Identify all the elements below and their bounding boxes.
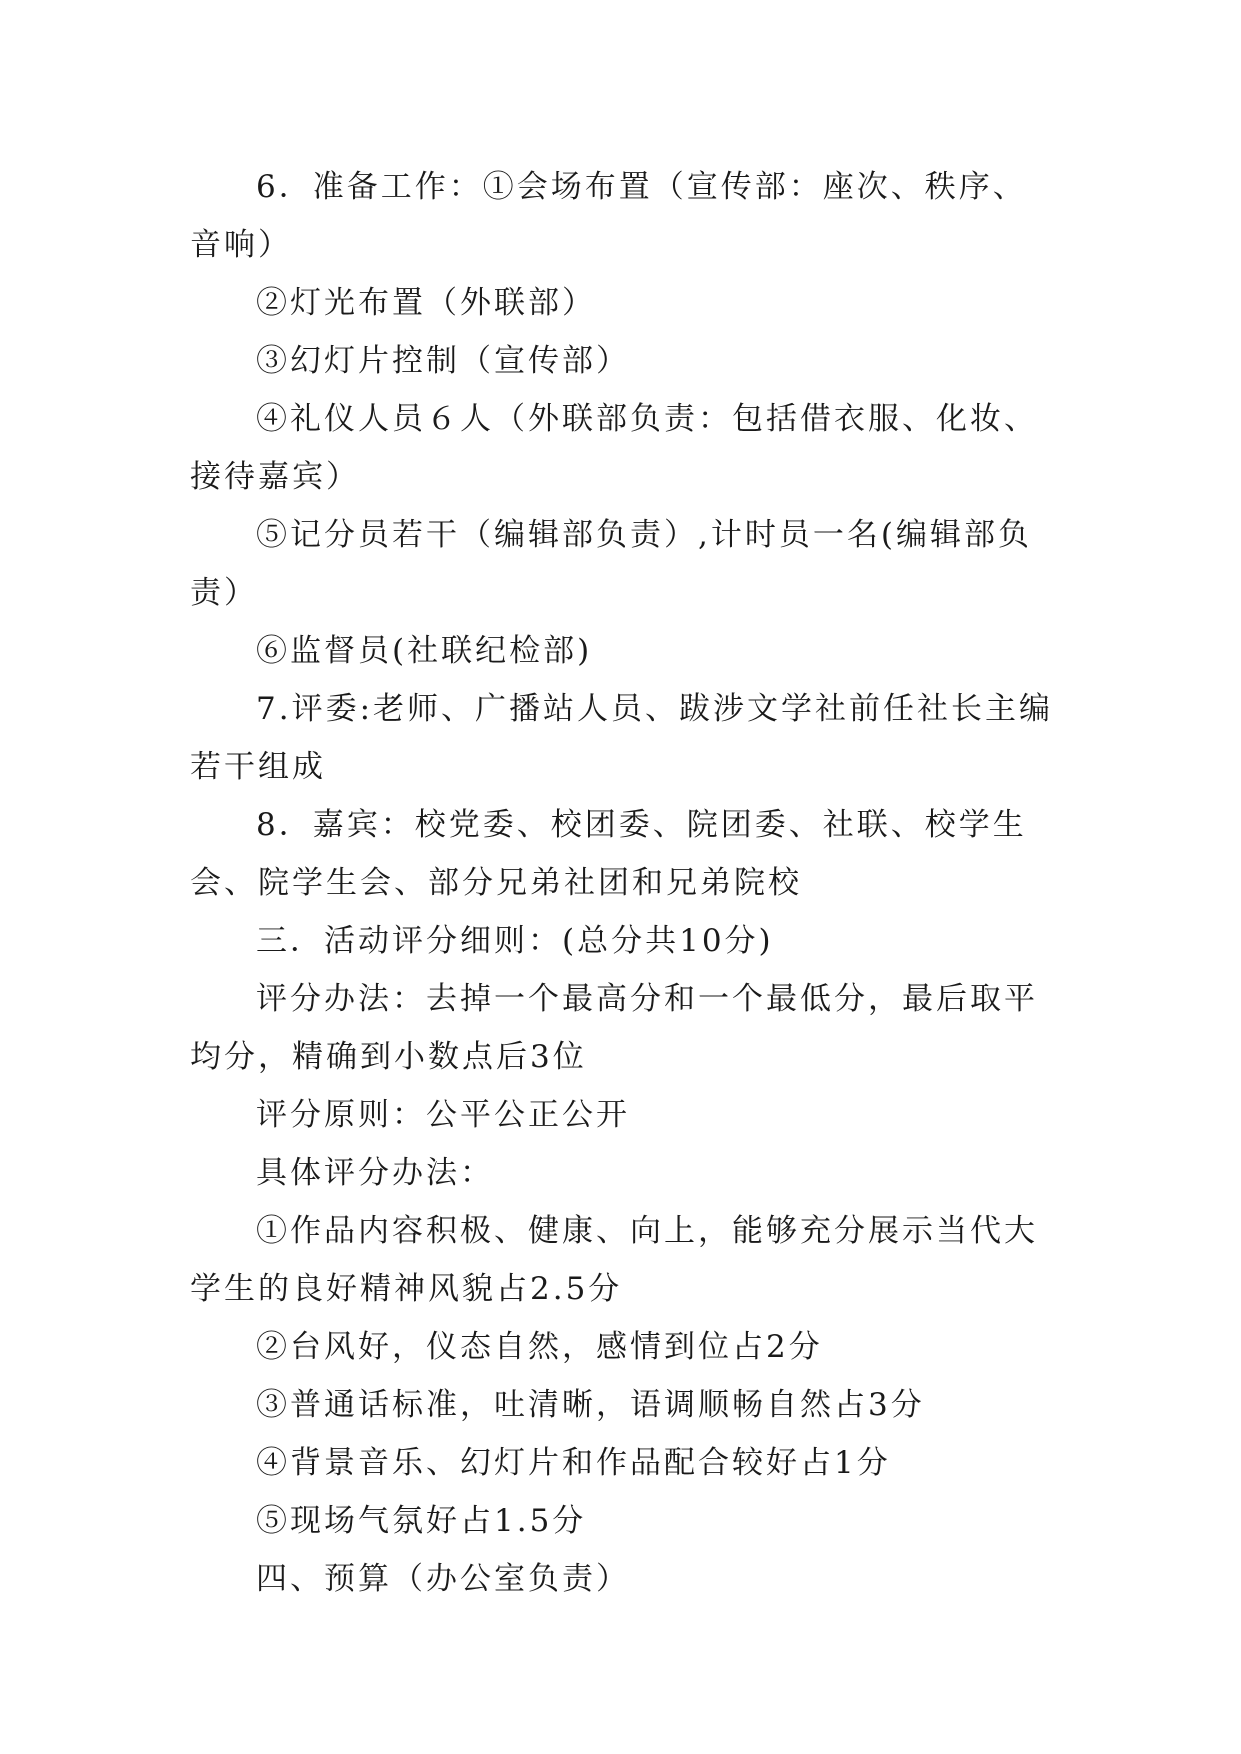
paragraph-lighting: ②灯光布置（外联部） (256, 285, 596, 321)
scoring-item-content: ①作品内容积极、健康、向上，能够充分展示当代大学生的良好精神风貌占2.5分 (190, 1213, 1038, 1307)
scoring-item-stage-presence: ②台风好，仪态自然，感情到位占2分 (256, 1329, 823, 1365)
paragraph-scoring-principle: 评分原则：公平公正公开 (256, 1097, 630, 1133)
paragraph-supervisors: ⑥监督员(社联纪检部) (256, 633, 593, 669)
scoring-item-mandarin: ③普通话标准，吐清晰，语调顺畅自然占3分 (256, 1387, 925, 1423)
paragraph-scoring-method: 评分办法：去掉一个最高分和一个最低分，最后取平均分，精确到小数点后3位 (190, 981, 1038, 1075)
section-heading-scoring: 三．活动评分细则：(总分共10分) (256, 923, 774, 959)
document-body (190, 158, 1060, 1608)
paragraph-slides-control: ③幻灯片控制（宣传部） (256, 343, 630, 379)
paragraph-etiquette-staff: ④礼仪人员６人（外联部负责：包括借衣服、化妆、接待嘉宾） (190, 401, 1038, 495)
scoring-item-atmosphere: ⑤现场气氛好占1.5分 (256, 1503, 587, 1539)
paragraph-specific-scoring: 具体评分办法： (256, 1155, 494, 1191)
paragraph-preparation-work: 6．准备工作：①会场布置（宣传部：座次、秩序、音响） (190, 169, 1027, 263)
paragraph-judges: 7.评委:老师、广播站人员、跋涉文学社前任社长主编若干组成 (190, 691, 1054, 785)
section-heading-budget: 四、预算（办公室负责） (256, 1561, 630, 1597)
scoring-item-music-slides: ④背景音乐、幻灯片和作品配合较好占1分 (256, 1445, 891, 1481)
paragraph-scorekeepers: ⑤记分员若干（编辑部负责）,计时员一名(编辑部负责） (190, 517, 1032, 611)
paragraph-guests: 8．嘉宾：校党委、校团委、院团委、社联、校学生会、院学生会、部分兄弟社团和兄弟院校 (190, 807, 1027, 901)
